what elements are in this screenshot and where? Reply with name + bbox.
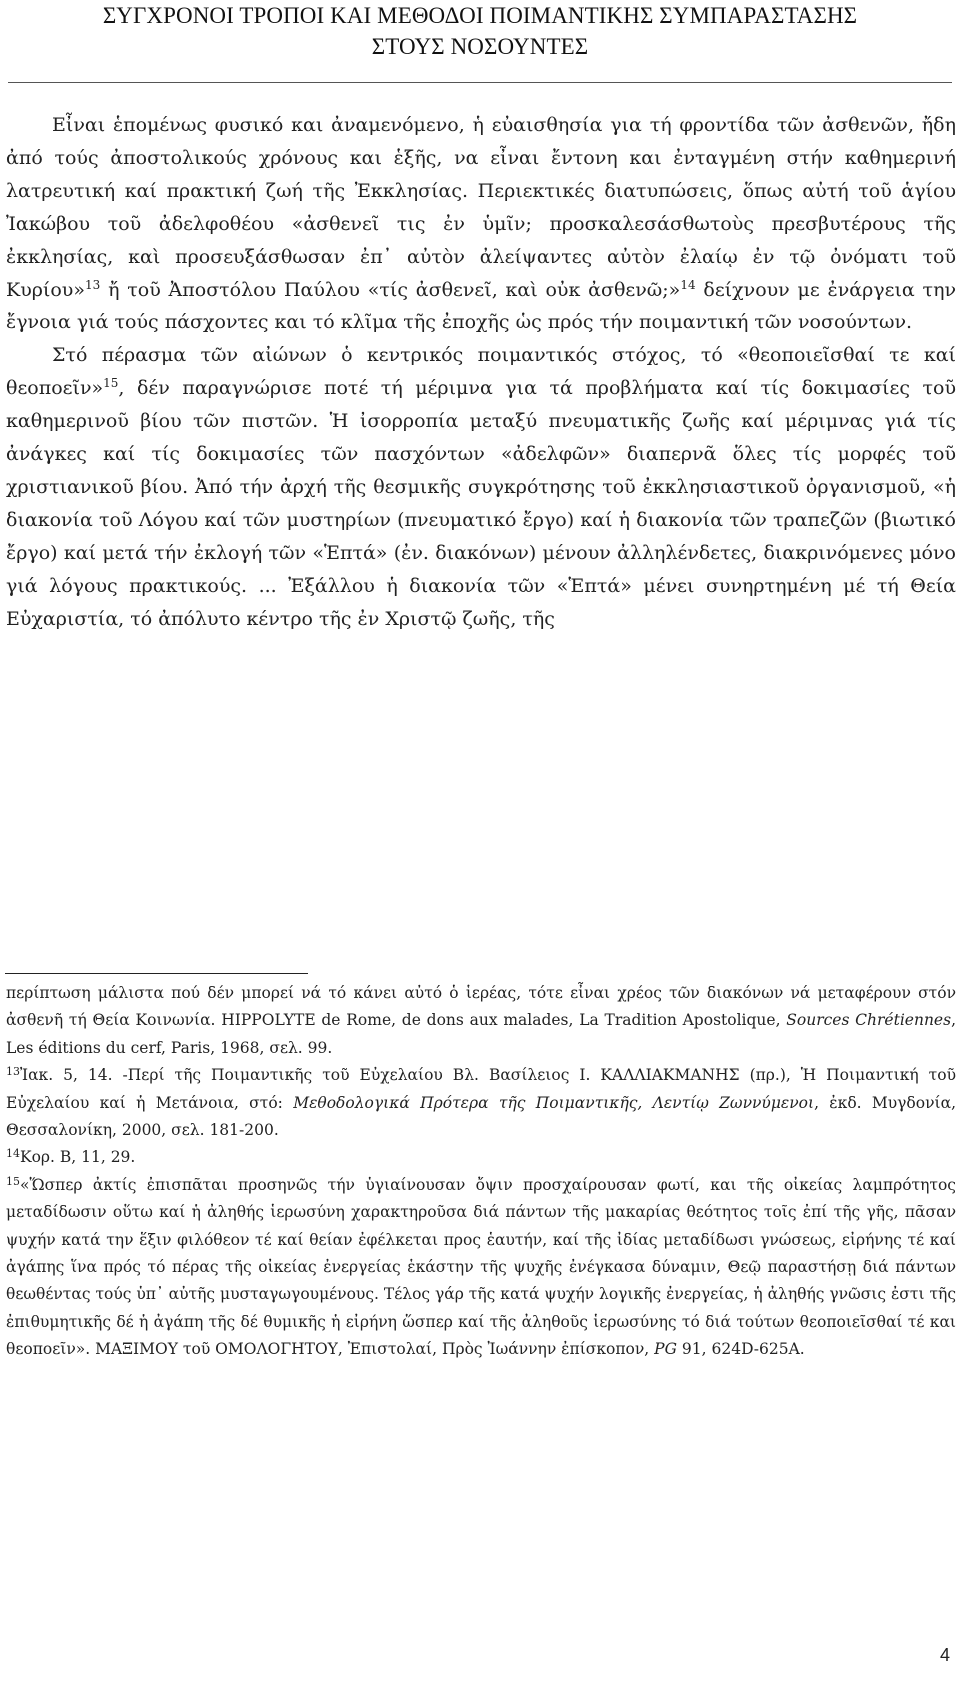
- page-number: 4: [939, 1645, 950, 1665]
- footnote-15-text-a: «Ὥσπερ ἀκτίς ἐπισπᾶται προσηνῶς τήν ὑγιαίνουσαν ὄψιν προσχαίρουσαν φωτί, και τῆς οἰκείας λαμπρότητος μεταδίδωσιν οὕτω καί ἡ ἀληθής ἱερωσύνη χαρακτηροῦσα διά πάντων τῆς μακαρίας θεότητος τοῖς ἐπί τῆς γῆς, πᾶσαν ψυχήν κατά την ἕξιν φιλόθεον τέ καί θείαν ἐφέλκεται προς ἑαυτήν, καί τῆς ἰδίας μεταδίδωσι γνώσεως, εἰρήνης τέ καί ἀγάπης ἵνα πρός τό πέρας τῆς οἰκείας ἐνεργείας ἑκάστην τῆς ψυχῆς ἐνέγκασα δύναμιν, Θεῷ παραστήσῃ διά πάντων θεωθέντας τούς ὑπ᾽ αὐτῆς μυσταγωγουμένους. Τέλος γάρ τῆς κατά ψυχήν λογικῆς ἐνεργείας, ἡ ἀληθής γνῶσις ἐστι τῆς ἐπιθυμητικῆς δέ ἡ ἀγάπη τῆς δέ θυμικῆς ἡ εἰρήνη ὥσπερ καί τῆς ἀληθοῦς ἱερωσύνης τό διά τούτων θεοποιεῖσθαί τέ και θεοποεῖν». ΜΑΞΙΜΟΥ τοῦ ΟΜΟΛΟΓΗΤΟΥ, Ἐπιστολαί, Πρὸς Ἰωάννην ἐπίσκοπον,: [6, 1175, 956, 1359]
- header-rule: [8, 82, 952, 83]
- footnote-ref-14[interactable]: 14: [680, 277, 696, 292]
- footnote-15-text-b: 91, 624D-625A.: [676, 1340, 805, 1359]
- header-line-1: ΣΥΓΧΡΟΝΟΙ ΤΡΟΠΟΙ ΚΑΙ ΜΕΘΟΔΟΙ ΠΟΙΜΑΝΤΙΚΗΣ ΣΥΜΠΑΡΑΣΤΑΣΗΣ: [102, 3, 858, 28]
- running-header: [0, 0, 960, 62]
- paragraph-1: [6, 109, 956, 339]
- footnote-ref-13[interactable]: 13: [84, 277, 101, 292]
- footnote-13-italic: Μεθοδολογικά Πρότερα τῆς Ποιμαντικῆς, Λεντίῳ Ζωννύμενοι: [293, 1093, 815, 1112]
- footnote-continuation: [6, 980, 956, 1062]
- footnote-13: [6, 1062, 956, 1144]
- paragraph-2: [6, 339, 956, 635]
- paragraph-1-text-b: ἤ τοῦ Ἀποστόλου Παύλου «τίς ἀσθενεῖ, καὶ οὐκ ἀσθενῶ;»: [100, 278, 681, 301]
- footnote-cont-text-a: περίπτωση μάλιστα πού δέν μπορεί νά τό κάνει αὐτό ὁ ἱερέας, τότε εἶναι χρέος τῶν διακόνων νά μεταφέρουν στόν ἀσθενῆ τή Θεία Κοινωνία. HIPPOLYTE de Rome, de dons aux malades, La Tradition Apostolique,: [6, 984, 956, 1030]
- main-body-text: [6, 109, 956, 636]
- footnote-14-text: Κορ. Β, 11, 29.: [20, 1148, 136, 1167]
- footnote-13-number: 13: [6, 1065, 20, 1079]
- footnote-13-text-b: , ἐκδ. Μυγδονία, Θεσσαλονίκη, 2000, σελ. 181-200.: [6, 1093, 956, 1140]
- footnote-13-text-a: Ἰακ. 5, 14. -Περί τῆς Ποιμαντικῆς τοῦ Εὐχελαίου Βλ. Βασίλειος Ι. ΚΑΛΛΙΑΚΜΑΝΗΣ (πρ.), Ἡ Ποιμαντική τοῦ Εὐχελαίου καί ἡ Μετάνοια, στό:: [6, 1066, 956, 1112]
- footnote-15: [6, 1172, 956, 1364]
- footnote-15-number: 15: [6, 1174, 20, 1188]
- header-line-2: ΣΤΟΥΣ ΝΟΣΟΥΝΤΕΣ: [371, 34, 589, 59]
- footnotes: [6, 980, 956, 1364]
- footnote-14: [6, 1144, 956, 1171]
- paragraph-1-text-a: Εἶναι ἑπομένως φυσικό και ἀναμενόμενο, ἡ εὐαισθησία για τή φροντίδα τῶν ἀσθενῶν, ἤδη ἀπό τούς ἀποστολικούς χρόνους και ἑξῆς, να εἶναι ἔντονη και ἐνταγμένη στήν καθημερινή λατρευτική καί πρακτική ζωή τῆς Ἐκκλησίας. Περιεκτικές διατυπώσεις, ὅπως αὐτή τοῦ ἁγίου Ἰακώβου τοῦ ἀδελφοθέου «ἀσθενεῖ τις ἐν ὑμῖν; προσκαλεσάσθωτοὺς πρεσβυτέρους τῆς ἐκκλησίας, καὶ προσευξάσθωσαν ἐπ᾽ αὐτὸν ἀλείψαντες αὐτὸν ἐλαίῳ ἐν τῷ ὀνόματι τοῦ Κυρίου»: [6, 114, 956, 301]
- footnote-cont-text-b: , Les éditions du cerf, Paris, 1968, σελ. 99.: [6, 1011, 956, 1057]
- paragraph-1-text-c: δείχνουν με ἐνάργεια την ἔγνοια γιά τούς πάσχοντες και τό κλῖμα τῆς ἐποχῆς ὡς πρός τήν ποιμαντική τῶν νοσούντων.: [6, 278, 956, 334]
- paragraph-2-text-b: , δέν παραγνώρισε ποτέ τή μέριμνα για τά προβλήματα καί τίς δοκιμασίες τοῦ καθημερινοῦ βίου τῶν πιστῶν. Ἡ ἰσορροπία μεταξύ πνευματικῆς ζωῆς καί μέριμνας γιά τίς ἀνάγκες καί τίς δοκιμασίες τῶν πασχόντων «ἀδελφῶν» διαπερνᾶ ὅλες τίς μορφές τοῦ χριστιανικοῦ βίου. Ἀπό τήν ἀρχή τῆς θεσμικῆς συγκρότησης τοῦ ἐκκλησιαστικοῦ ὀργανισμοῦ, «ἡ διακονία τοῦ Λόγου καί τῶν μυστηρίων (πνευματικό ἔργο) καί ἡ διακονία τῶν τραπεζῶν (βιωτικό ἔργο) καί μετά τήν ἐκλογή τῶν «Ἑπτά» (ἐν. διακόνων) μένουν ἀλληλένδετες, διακρινόμενες μόνο γιά λόγους πρακτικούς. ... Ἐξάλλου ἡ διακονία τῶν «Ἑπτά» μένει συνηρτημένη μέ τή Θεία Εὐχαριστία, τό ἀπόλυτο κέντρο τῆς ἐν Χριστῷ ζωῆς, τῆς: [6, 377, 956, 630]
- footnote-14-number: 14: [6, 1147, 20, 1161]
- footnote-cont-italic: Sources Chrétiennes: [786, 1011, 952, 1030]
- footnote-15-italic: PG: [654, 1340, 677, 1359]
- paragraph-2-text-a: Στό πέρασμα τῶν αἰώνων ὁ κεντρικός ποιμαντικός στόχος, τό «θεοποιεῖσθαί τε καί θεοποεῖν»: [6, 344, 956, 400]
- footnote-separator: [5, 973, 308, 974]
- footnote-ref-15[interactable]: 15: [103, 376, 119, 391]
